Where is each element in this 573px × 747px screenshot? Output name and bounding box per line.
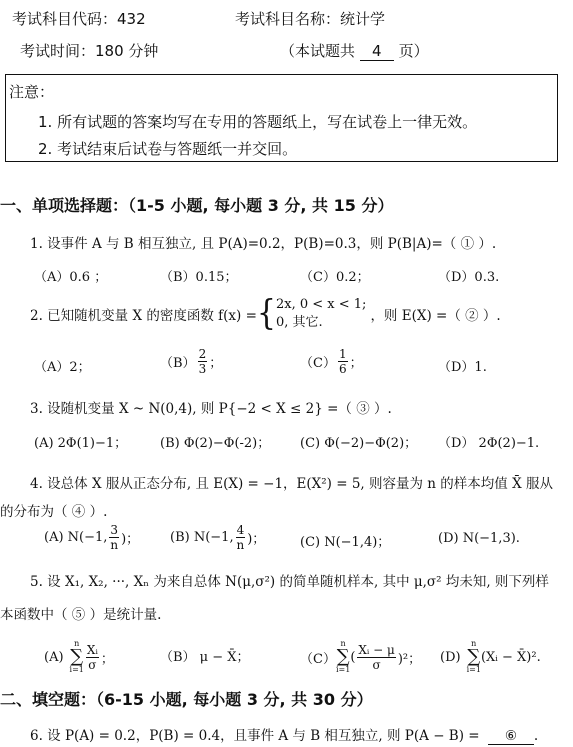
q2-option-c-fraction [338, 348, 348, 375]
question-6 [30, 724, 538, 745]
q2-option-c-semicolon: ； [349, 356, 363, 371]
page-count-prefix: （本试题共 [280, 42, 356, 60]
question-3: 3. 设随机变量 X ~ N(0,4), 则 P{−2 < X ≤ 2} =（ ③ ）. [30, 401, 392, 417]
question-6-blank: ⑥ [488, 728, 534, 745]
sum-lower: i=1 [69, 665, 84, 674]
subject-code: 考试科目代码：432 [12, 10, 146, 28]
q5-option-d-label: (D) [440, 649, 461, 665]
sum-lower: i=1 [466, 665, 481, 674]
q1-option-b: （B）0.15； [160, 270, 238, 285]
question-6-period: . [533, 728, 539, 744]
q4-option-b [170, 524, 265, 551]
question-2 [30, 293, 501, 334]
q2-option-b-label: （B） [160, 356, 196, 371]
notice-line-1: 1. 所有试题的答案均写在专用的答题纸上，写在试卷上一律无效。 [38, 113, 478, 131]
q4-option-b-prefix: (B) N(−1, [170, 530, 234, 545]
q5-option-a-semicolon: ； [100, 651, 114, 667]
q4-option-b-suffix: )； [247, 532, 266, 547]
q3-option-d: （D） 2Φ(2)−1. [438, 436, 540, 451]
sum-upper: n [340, 639, 346, 648]
question-5-line-1: 5. 设 X₁, X₂, ···, Xₙ 为来自总体 N(μ,σ²) 的简单随机样本, 其中 μ,σ² 均未知, 则下列样 [30, 574, 549, 590]
q5-option-c-label: （C） [300, 651, 336, 667]
sum-lower: i=1 [335, 665, 351, 674]
q5-option-a-numerator: Xᵢ [86, 642, 98, 657]
q5-option-c-sum [336, 640, 350, 674]
question-6-text: 6. 设 P(A) = 0.2，P(B) = 0.4，且事件 A 与 B 相互独立, 则 P(A − B) = [30, 728, 480, 744]
q2-option-a: （A）2； [34, 360, 91, 375]
q2-option-b-semicolon: ； [209, 356, 223, 371]
q2-suffix: ，则 E(X) =（ ② ）. [370, 308, 501, 324]
q2-option-d: （D）1. [438, 360, 487, 375]
sum-upper: n [471, 639, 477, 648]
q2-option-b-denominator: 3 [198, 362, 207, 376]
q3-option-c: (C) Φ(−2)−Φ(2)； [300, 436, 418, 451]
question-4-line-1: 4. 设总体 X 服从正态分布, 且 E(X) = −1，E(X²) = 5, 则容量为 n 的样本均值 X̄ 服从 [30, 476, 553, 492]
q5-option-a [44, 640, 114, 674]
q4-option-a-numerator: 3 [110, 523, 119, 537]
q2-option-c-label: （C） [300, 356, 336, 371]
sigma-icon: ∑ [467, 646, 481, 667]
q5-option-c [300, 640, 421, 674]
sigma-icon: ∑ [70, 646, 84, 667]
q4-option-b-fraction [236, 524, 246, 551]
q4-option-b-denominator: n [236, 538, 245, 552]
sum-upper: n [74, 639, 80, 648]
subject-name: 考试科目名称：统计学 [235, 10, 386, 28]
q3-option-a: (A) 2Φ(1)−1； [34, 436, 128, 451]
q5-option-d-sum [467, 640, 481, 674]
q5-option-a-sum [70, 640, 84, 674]
q2-option-c-numerator: 1 [338, 347, 347, 361]
section-1-title: 一、单项选择题：（1-5 小题, 每小题 3 分, 共 15 分） [0, 196, 394, 215]
q2-option-c [300, 348, 363, 375]
q4-option-c: (C) N(−1,4)； [300, 535, 391, 550]
q3-option-b: (B) Φ(2)−Φ(-2)； [160, 436, 271, 451]
question-5-line-2: 本函数中（ ⑤ ）是统计量. [0, 607, 162, 623]
q4-option-a-fraction [109, 524, 119, 551]
q5-option-c-suffix: )²； [397, 651, 422, 667]
q5-option-d-body: (Xᵢ − X̄)². [480, 649, 541, 665]
q2-case-1: 2x, 0 < x < 1; [276, 297, 367, 312]
q4-option-d: (D) N(−1,3). [438, 531, 520, 546]
section-2-title: 二、填空题：（6-15 小题, 每小题 3 分, 共 30 分） [0, 690, 373, 709]
page-count-number: 4 [360, 42, 394, 61]
q4-option-a-denominator: n [110, 538, 119, 552]
q5-option-a-fraction [86, 644, 99, 671]
q2-option-b [160, 348, 222, 375]
q5-option-a-denominator: σ [88, 657, 97, 672]
q5-option-b: （B） μ − X̄； [160, 650, 250, 665]
notice-line-2: 2. 考试结束后试卷与答题纸一并交回。 [38, 140, 298, 158]
q5-option-a-label: (A) [44, 649, 64, 665]
q5-option-c-open-paren: ( [350, 649, 356, 665]
q2-cases [276, 296, 366, 332]
q4-option-a-suffix: )； [121, 532, 140, 547]
q1-option-c: （C）0.2； [300, 270, 370, 285]
q2-brace: { [256, 293, 276, 334]
q4-option-a-prefix: (A) N(−1, [44, 530, 108, 545]
q2-option-c-denominator: 6 [338, 362, 347, 376]
q5-option-c-fraction [357, 644, 395, 671]
exam-time: 考试时间：180 分钟 [20, 42, 159, 60]
page-count [280, 40, 429, 61]
q5-option-d [440, 640, 541, 674]
q4-option-a [44, 524, 139, 551]
sigma-icon: ∑ [336, 646, 350, 667]
q4-option-b-numerator: 4 [236, 523, 245, 537]
question-1: 1. 设事件 A 与 B 相互独立, 且 P(A)=0.2，P(B)=0.3，则 P(B|A)=（ ① ）. [30, 236, 497, 252]
notice-box [5, 74, 558, 162]
q5-option-c-denominator: σ [372, 657, 381, 672]
page-count-suffix: 页） [398, 42, 429, 60]
question-4-line-2: 的分布为（ ④ ）. [0, 504, 108, 520]
q1-option-a: （A）0.6 ； [34, 270, 108, 285]
q5-option-c-numerator: Xᵢ − μ [358, 642, 395, 657]
notice-title: 注意： [9, 83, 55, 101]
q2-case-2: 0, 其它. [276, 315, 323, 330]
q2-option-b-numerator: 2 [198, 347, 207, 361]
q1-option-d: （D）0.3. [438, 270, 500, 285]
q2-option-b-fraction [198, 348, 208, 375]
q2-prefix: 2. 已知随机变量 X 的密度函数 f(x) = [30, 308, 257, 324]
